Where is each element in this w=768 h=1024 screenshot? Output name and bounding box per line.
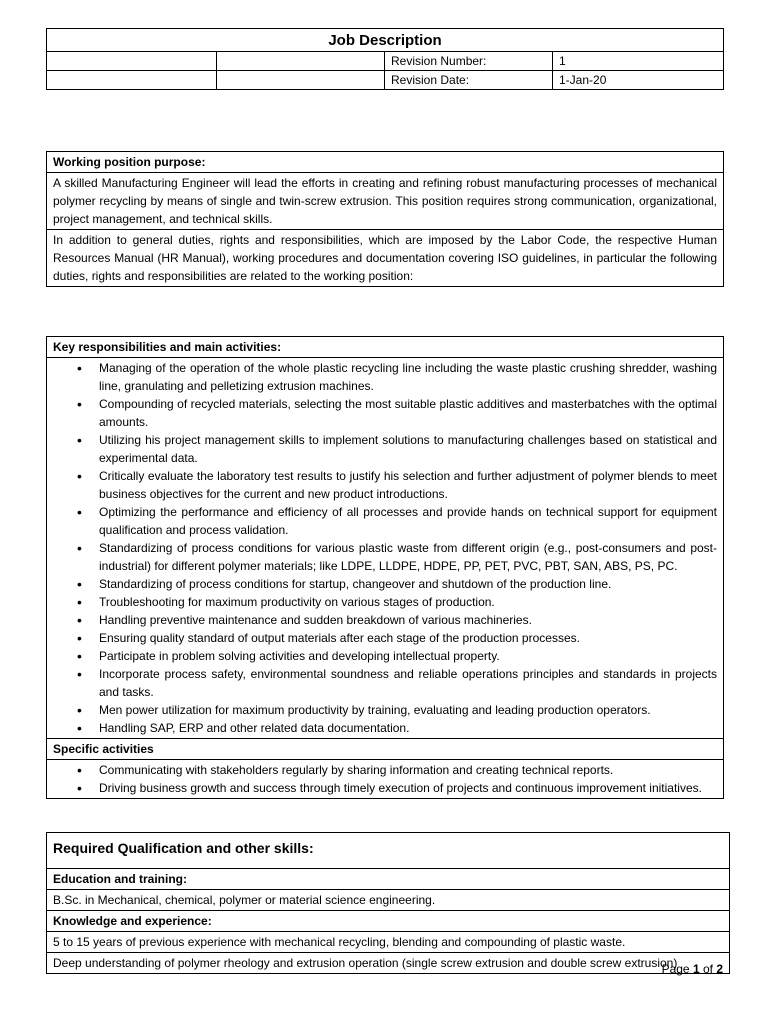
header-table [46, 28, 724, 90]
list-item: • Handling SAP, ERP and other related data documentation. [99, 719, 717, 737]
knowledge-item: 5 to 15 years of previous experience with mechanical recycling, blending and compounding of plastic waste. [47, 932, 729, 953]
list-item: • Critically evaluate the laboratory test results to justify his selection and further adjustment of polymer blends to meet business objectives for the current and new product introductions. [99, 467, 717, 503]
specific-activities-cell [47, 760, 723, 798]
qualification-section [46, 832, 730, 974]
revision-date-value: 1-Jan-20 [553, 71, 724, 90]
header-empty-cell [47, 71, 217, 90]
page-prefix: Page [661, 962, 693, 976]
responsibilities-list-cell [47, 358, 723, 739]
revision-number-label: Revision Number: [385, 52, 553, 71]
list-item: • Managing of the operation of the whole plastic recycling line including the waste plastic crushing shredder, washing line, granulating and pelletizing extrusion machines. [99, 359, 717, 395]
list-item: • Troubleshooting for maximum productivity on various stages of production. [99, 593, 717, 611]
qualification-heading: Required Qualification and other skills: [47, 833, 729, 869]
specific-activities-list [53, 761, 717, 797]
list-item: • Men power utilization for maximum productivity by training, evaluating and leading production operators. [99, 701, 717, 719]
purpose-paragraph: A skilled Manufacturing Engineer will lead the efforts in creating and refining robust manufacturing processes of mechanical polymer recycling by means of single and twin-screw extrusion. This position requires strong communication, organizational, project management, and technical skills. [47, 173, 723, 230]
revision-date-label: Revision Date: [385, 71, 553, 90]
responsibilities-heading: Key responsibilities and main activities: [47, 337, 723, 358]
header-empty-cell [47, 52, 217, 71]
list-item: • Participate in problem solving activities and developing intellectual property. [99, 647, 717, 665]
list-item: • Driving business growth and success through timely execution of projects and continuous improvement initiatives. [99, 779, 717, 797]
page-of: of [699, 962, 717, 976]
page-number [0, 962, 723, 976]
purpose-section [46, 151, 724, 287]
list-item: • Optimizing the performance and efficiency of all processes and provide hands on technical support for equipment qualification and process validation. [99, 503, 717, 539]
page-current: 1 [692, 962, 700, 976]
list-item: • Ensuring quality standard of output materials after each stage of the production processes. [99, 629, 717, 647]
knowledge-item: Deep understanding of polymer rheology and extrusion operation (single screw extrusion and double screw extrusion) [53, 956, 678, 970]
header-empty-cell [217, 52, 385, 71]
responsibilities-section [46, 336, 724, 799]
list-item: • Communicating with stakeholders regularly by sharing information and creating technical reports. [99, 761, 717, 779]
list-item: • Handling preventive maintenance and sudden breakdown of various machineries. [99, 611, 717, 629]
education-heading: Education and training: [47, 869, 729, 890]
education-text: B.Sc. in Mechanical, chemical, polymer or material science engineering. [47, 890, 729, 911]
specific-activities-heading: Specific activities [47, 739, 723, 760]
list-item: • Standardizing of process conditions for startup, changeover and shutdown of the production line. [99, 575, 717, 593]
revision-number-value: 1 [553, 52, 724, 71]
duties-paragraph: In addition to general duties, rights and responsibilities, which are imposed by the Labor Code, the respective Human Resources Manual (HR Manual), working procedures and documentation covering ISO guidelines, in particular the following duties, rights and responsibilities are related to the working position: [53, 233, 717, 283]
page-total: 2 [716, 962, 723, 976]
list-item: • Compounding of recycled materials, selecting the most suitable plastic additives and masterbatches with the optimal amounts. [99, 395, 717, 431]
responsibilities-list [53, 359, 717, 737]
knowledge-heading: Knowledge and experience: [47, 911, 729, 932]
list-item: • Incorporate process safety, environmental soundness and reliable operations principles and standards in projects and tasks. [99, 665, 717, 701]
header-empty-cell [217, 71, 385, 90]
list-item: • Utilizing his project management skills to implement solutions to manufacturing challenges based on statistical and experimental data. [99, 431, 717, 467]
purpose-heading: Working position purpose: [47, 152, 723, 173]
list-item: • Standardizing of process conditions for various plastic waste from different origin (e.g., post-consumers and post-industrial) for different polymer materials; like LDPE, LLDPE, HDPE, PP, PET, PVC, PBT, SAN, ABS, PS, PC. [99, 539, 717, 575]
document-title: Job Description [47, 29, 724, 52]
